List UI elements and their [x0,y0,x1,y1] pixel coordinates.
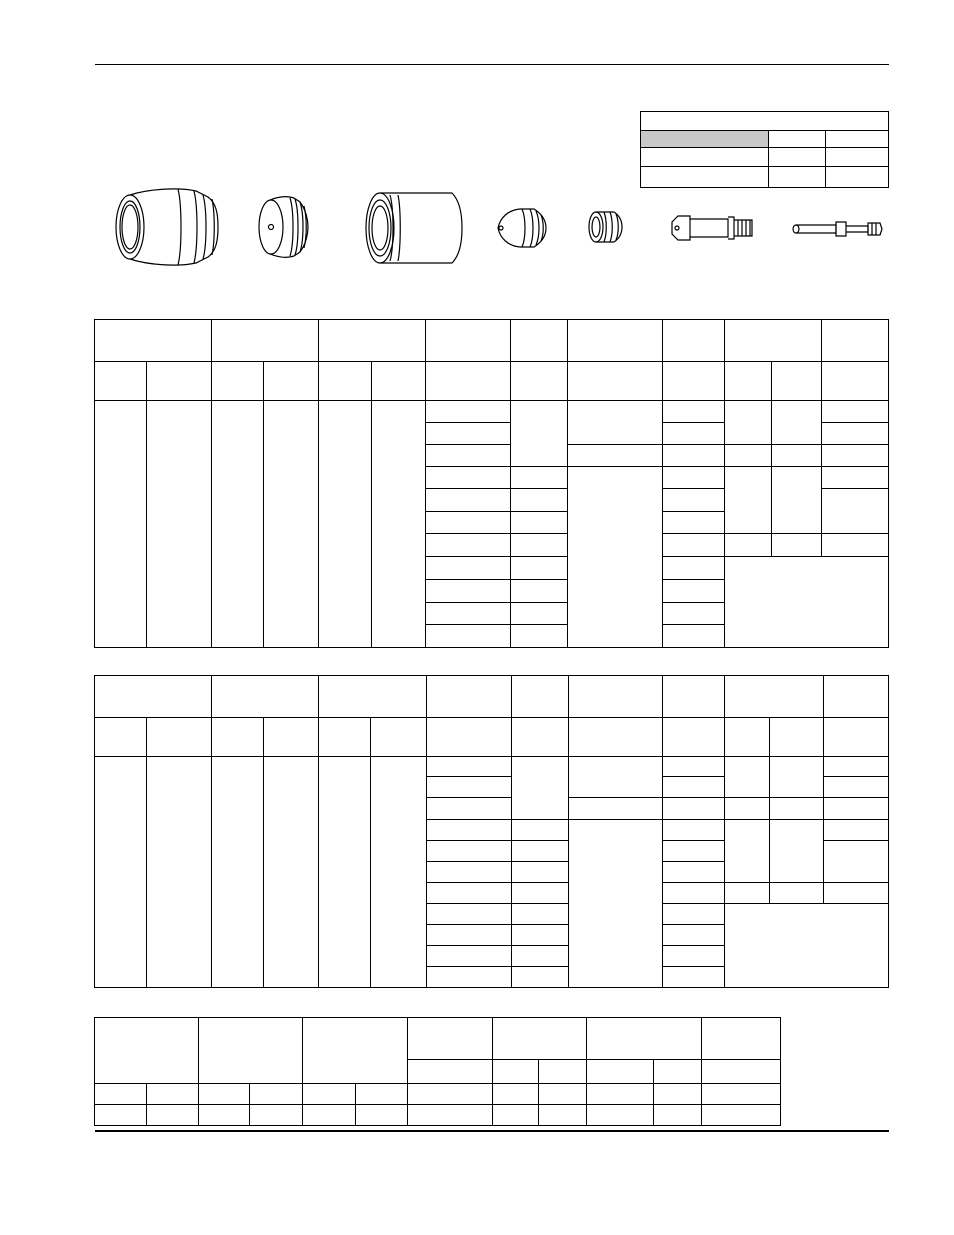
water-tube-part [790,218,884,240]
legend-table [640,111,890,189]
retaining-cap-icon [254,194,312,260]
shield-icon [108,185,224,269]
swirl-ring-part [586,208,624,246]
outer-cap-part [360,187,464,269]
electrode-icon [668,210,756,246]
water-tube-icon [790,218,884,240]
electrode-part [668,210,756,246]
header-rule [95,64,889,65]
outer-cap-icon [360,187,464,269]
legend-shaded-row [641,130,769,147]
summary-table [94,1017,782,1127]
cut-chart-1 [94,319,890,649]
cut-chart-2 [94,675,890,989]
nozzle-part [494,206,550,250]
nozzle-icon [494,206,550,250]
swirl-ring-icon [586,208,624,246]
shield-part [108,185,224,269]
retaining-cap-part [254,194,312,260]
footer-rule [95,1130,889,1132]
